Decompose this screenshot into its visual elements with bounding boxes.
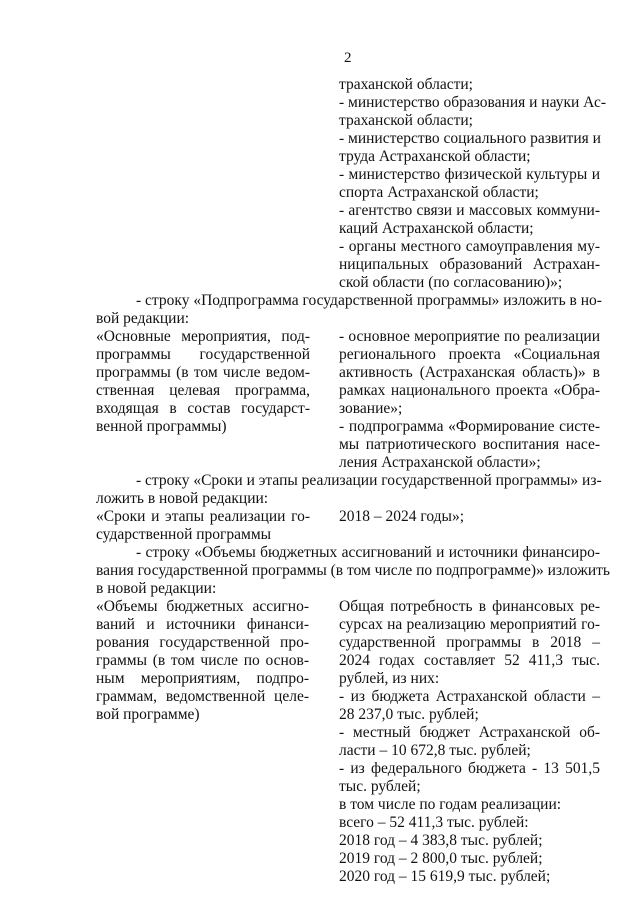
text-line: активность (Астраханская область)» в bbox=[339, 364, 600, 381]
text-line: всего – 52 411,3 тыс. рублей: bbox=[339, 814, 529, 831]
text-line: ниципальных образований Астрахан- bbox=[339, 256, 600, 273]
text-line: сударственной программы в 2018 – bbox=[339, 634, 600, 651]
text-line: ления Астраханской области»; bbox=[339, 454, 541, 471]
text-line: в том числе по годам реализации: bbox=[339, 796, 562, 813]
text-line: - министерство физической культуры и bbox=[339, 166, 600, 183]
text-line: спорта Астраханской области; bbox=[339, 184, 539, 201]
text-line: 2019 год – 2 800,0 тыс. рублей; bbox=[339, 850, 543, 867]
text-line: тыс. рублей; bbox=[339, 778, 421, 795]
text-line: - министерство образования и науки Ас- bbox=[339, 94, 606, 111]
text-line: регионального проекта «Социальная bbox=[339, 346, 600, 363]
text-line: «Объемы бюджетных ассигно- bbox=[96, 598, 309, 615]
text-line: входящая в состав государст- bbox=[96, 400, 310, 417]
text-line: рублей, из них: bbox=[339, 670, 440, 687]
text-line: - основное мероприятие по реализации bbox=[339, 328, 600, 345]
text-line: зование»; bbox=[339, 400, 403, 417]
text-line: ственная целевая программа, bbox=[96, 382, 310, 399]
text-line: ской области (по согласованию)»; bbox=[339, 274, 563, 291]
text-line: вой программе) bbox=[96, 706, 200, 723]
text-line: Общая потребность в финансовых ре- bbox=[339, 598, 600, 615]
text-line: 2018 – 2024 годы»; bbox=[339, 508, 465, 525]
text-line: рования государственной про- bbox=[96, 634, 309, 651]
text-line: программы (в том числе ведом- bbox=[96, 364, 310, 381]
text-line: труда Астраханской области; bbox=[339, 148, 531, 165]
text-line: «Сроки и этапы реализации го- bbox=[96, 508, 310, 525]
text-line: - подпрограмма «Формирование систе- bbox=[339, 418, 600, 435]
text-line: рамках национального проекта «Обра- bbox=[339, 382, 600, 399]
text-line: 2020 год – 15 619,9 тыс. рублей; bbox=[339, 868, 551, 885]
text-line: - министерство социального развития и bbox=[339, 130, 601, 147]
text-line: ласти – 10 672,8 тыс. рублей; bbox=[339, 742, 531, 759]
text-line: - строку «Объемы бюджетных ассигнований и источники финансиро- bbox=[136, 544, 600, 561]
text-line: граммы (в том числе по основ- bbox=[96, 652, 309, 669]
text-line: сударственной программы bbox=[96, 526, 272, 543]
text-line: 28 237,0 тыс. рублей; bbox=[339, 706, 479, 723]
page-number: 2 bbox=[344, 50, 352, 66]
text-line: ваний и источники финанси- bbox=[96, 616, 309, 633]
text-line: 2018 год – 4 383,8 тыс. рублей; bbox=[339, 832, 543, 849]
text-line: траханской области; bbox=[339, 112, 473, 129]
text-line: - строку «Сроки и этапы реализации государственной программы» из- bbox=[136, 472, 602, 489]
text-line: граммам, ведомственной целе- bbox=[96, 688, 309, 705]
text-line: - строку «Подпрограмма государственной программы» изложить в но- bbox=[136, 292, 602, 309]
text-line: венной программы) bbox=[96, 418, 227, 435]
text-line: ным мероприятиям, подпро- bbox=[96, 670, 309, 687]
text-line: 2024 годах составляет 52 411,3 тыс. bbox=[339, 652, 600, 669]
text-line: «Основные мероприятия, под- bbox=[96, 328, 310, 345]
text-line: каций Астраханской области; bbox=[339, 220, 534, 237]
text-line: - из федерального бюджета - 13 501,5 bbox=[339, 760, 600, 777]
text-line: - агентство связи и массовых коммуни- bbox=[339, 202, 600, 219]
text-line: ложить в новой редакции: bbox=[96, 490, 269, 507]
text-line: траханской области; bbox=[339, 76, 473, 93]
text-line: - органы местного самоуправления му- bbox=[339, 238, 600, 255]
text-line: вания государственной программы (в том числе по подпрограмме)» изложить bbox=[96, 562, 610, 579]
text-line: в новой редакции: bbox=[96, 580, 217, 597]
text-line: вой редакции: bbox=[96, 310, 190, 327]
text-line: программы государственной bbox=[96, 346, 310, 363]
text-line: - из бюджета Астраханской области – bbox=[339, 688, 600, 705]
text-line: сурсах на реализацию мероприятий го- bbox=[339, 616, 600, 633]
text-line: мы патриотического воспитания насе- bbox=[339, 436, 600, 453]
text-line: - местный бюджет Астраханской об- bbox=[339, 724, 600, 741]
